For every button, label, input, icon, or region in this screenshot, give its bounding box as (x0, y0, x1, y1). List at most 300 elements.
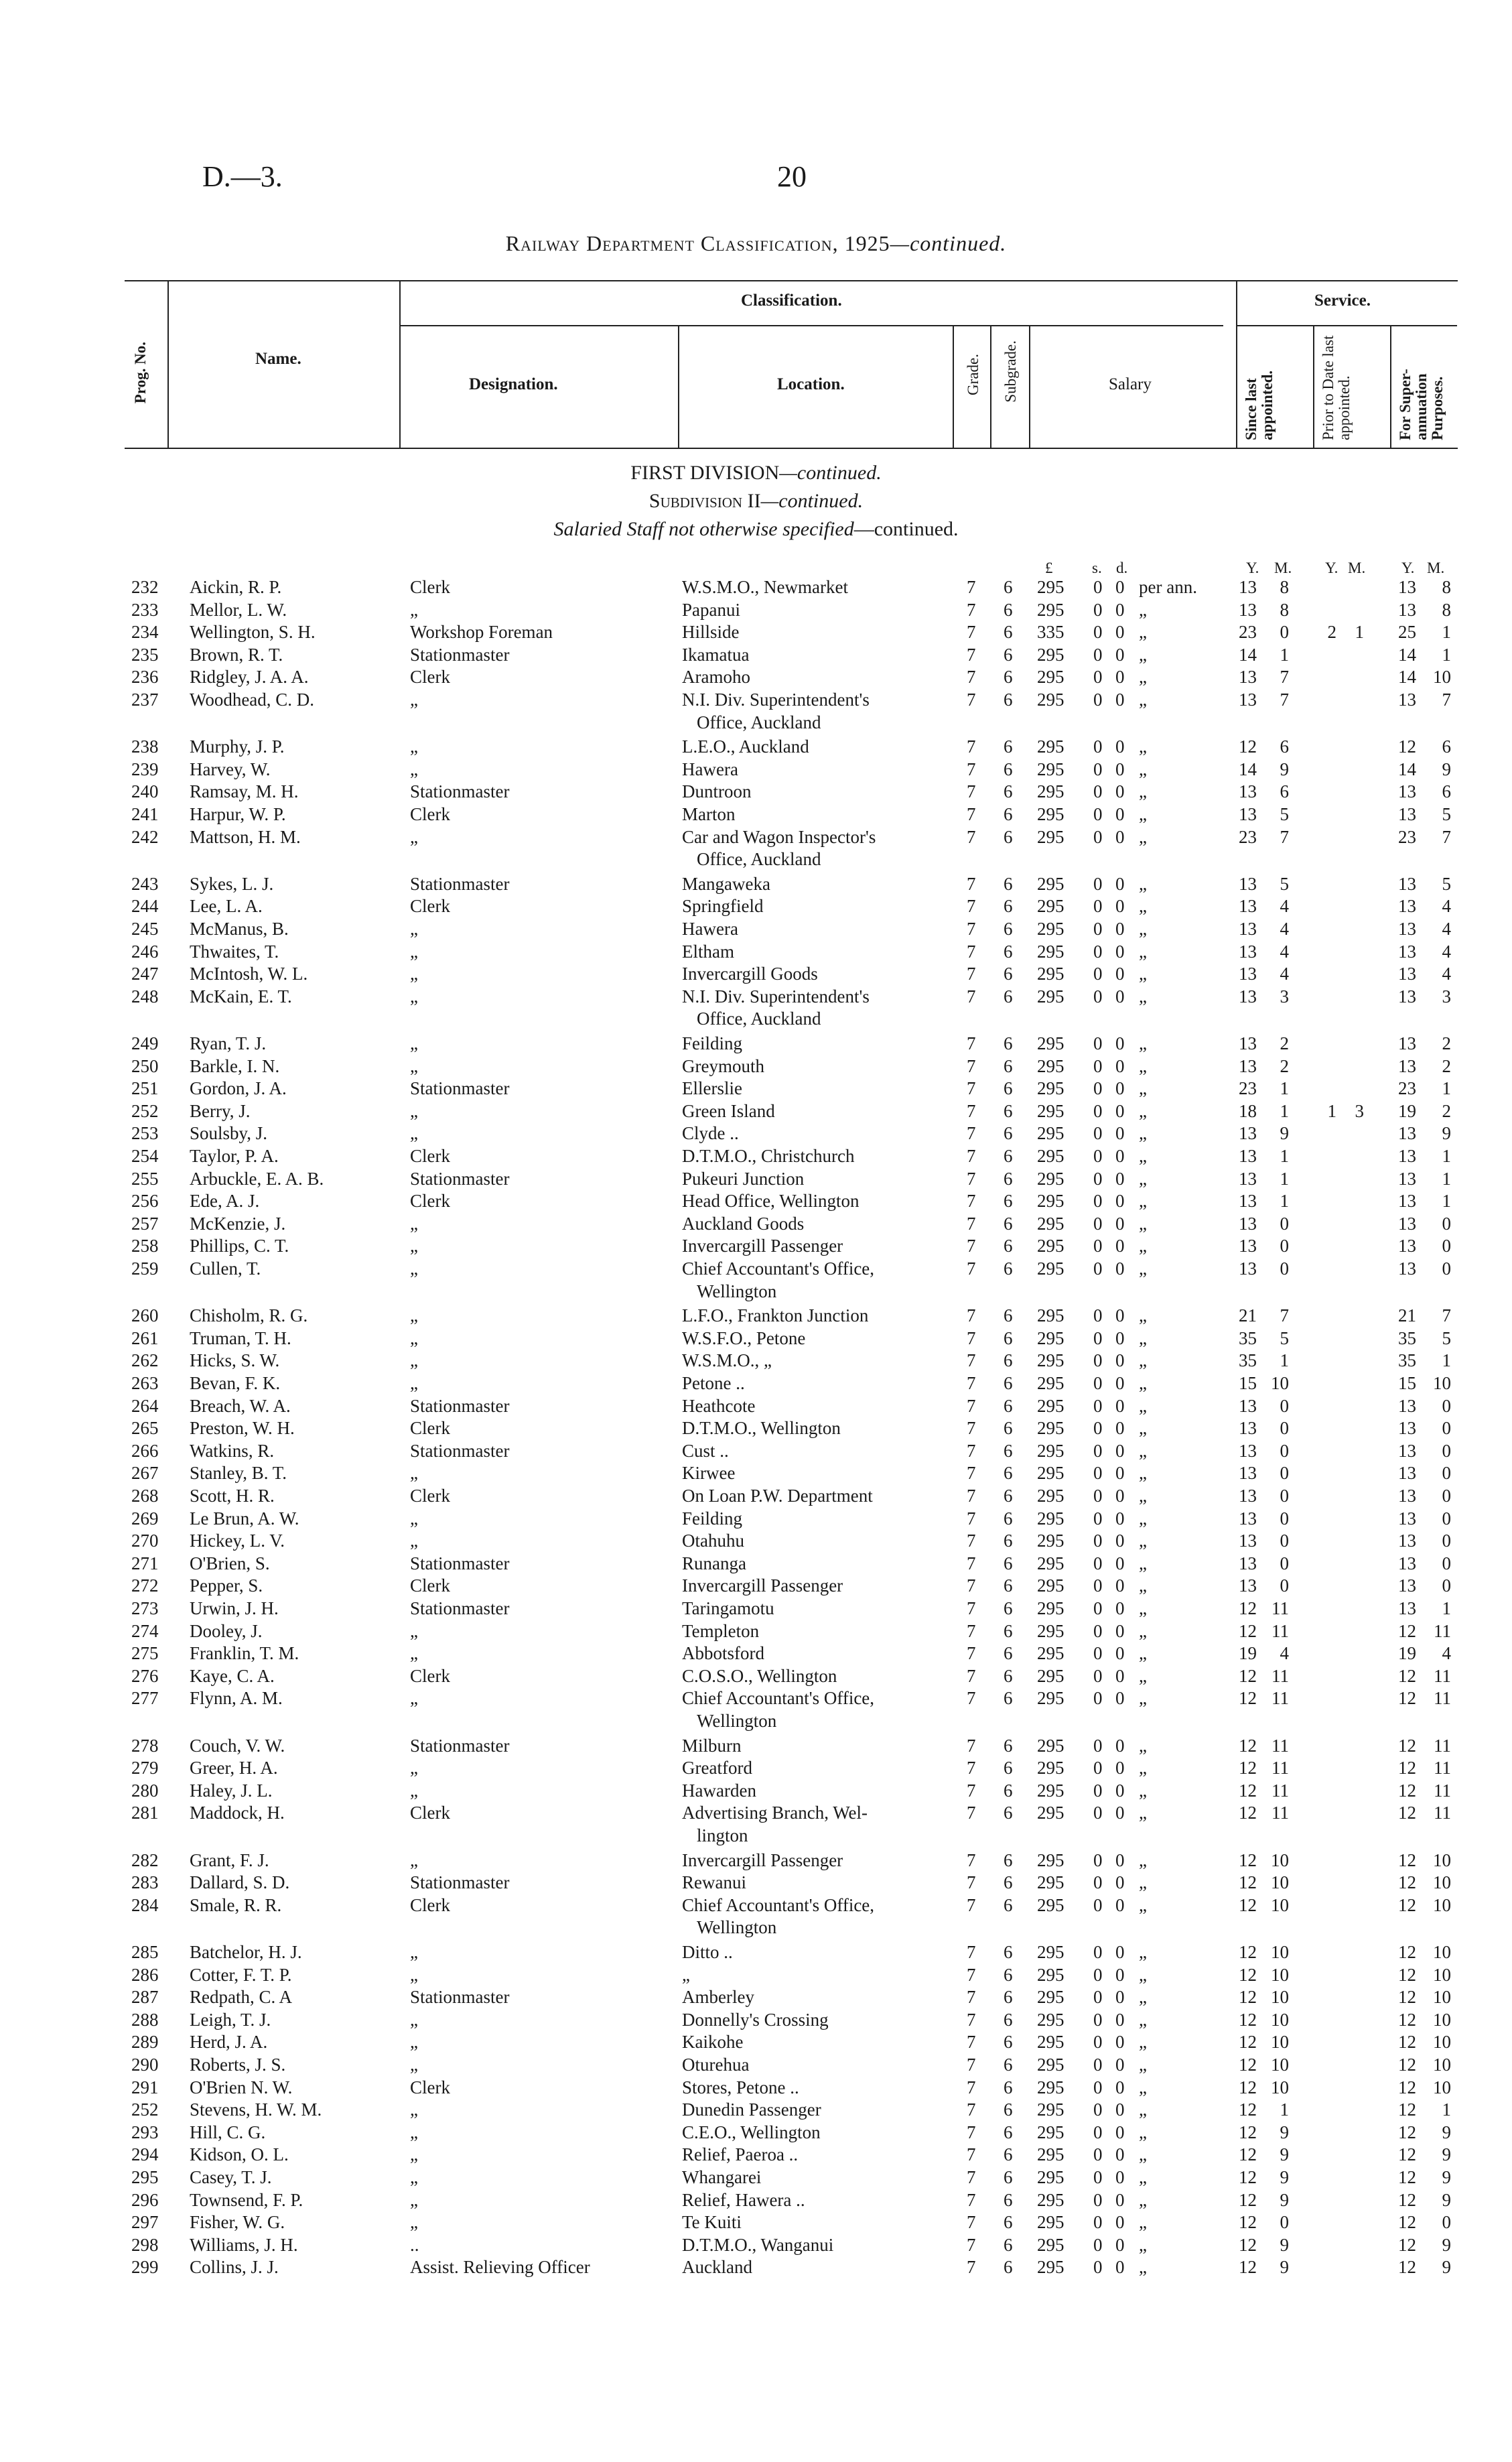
super-months-cell: 8 (1442, 577, 1451, 597)
salary-pounds-cell: 295 (1037, 1665, 1064, 1686)
grade-cell: 7 (967, 1123, 976, 1144)
name-cell: Williams, J. H. (190, 2234, 298, 2255)
title-main: Railway Department Classification, 1925 (505, 231, 890, 255)
name-cell: Collins, J. J. (190, 2257, 279, 2278)
grade-cell: 7 (967, 2055, 976, 2075)
subgrade-cell: 6 (1004, 1598, 1013, 1618)
prog-no-cell: 272 (131, 1575, 159, 1596)
salary-period-cell: „ (1139, 1123, 1147, 1144)
header-designation: Designation. (469, 375, 558, 393)
salary-shillings-cell: 0 (1093, 1100, 1103, 1121)
name-cell: Leigh, T. J. (190, 2009, 271, 2030)
salary-shillings-cell: 0 (1093, 873, 1103, 894)
location-cell: Car and Wagon Inspector's (682, 826, 876, 847)
classification-rule (399, 325, 1223, 326)
designation-cell: Clerk (410, 1146, 450, 1166)
grade-cell: 7 (967, 1780, 976, 1801)
salary-shillings-cell: 0 (1093, 759, 1103, 779)
since-months-cell: 10 (1271, 1987, 1289, 2008)
since-years-cell: 23 (1239, 826, 1257, 847)
designation-cell: .. (410, 2234, 419, 2255)
salary-period-cell: „ (1139, 2144, 1147, 2165)
location-cell: D.T.M.O., Wellington (682, 1418, 841, 1439)
designation-cell: Clerk (410, 1191, 450, 1212)
salary-shillings-cell: 0 (1093, 919, 1103, 939)
col-rule (1029, 325, 1030, 448)
designation-cell: „ (410, 599, 418, 620)
subgrade-cell: 6 (1004, 1942, 1013, 1962)
location-cell: Whangarei (682, 2167, 762, 2187)
page-number: 20 (777, 160, 807, 193)
designation-cell: „ (410, 1258, 418, 1279)
super-years-cell: 12 (1398, 736, 1416, 757)
super-years-cell: 12 (1398, 2077, 1416, 2097)
designation-cell: Clerk (410, 896, 450, 917)
designation-cell: „ (410, 690, 418, 710)
since-months-cell: 5 (1280, 873, 1289, 894)
salary-pounds-cell: 295 (1037, 599, 1064, 620)
super-months-cell: 0 (1442, 1531, 1451, 1551)
salary-shillings-cell: 0 (1093, 986, 1103, 1007)
location-cell: Feilding (682, 1508, 743, 1529)
subgrade-cell: 6 (1004, 690, 1013, 710)
since-years-cell: 13 (1239, 1486, 1257, 1506)
prog-no-cell: 250 (131, 1055, 159, 1076)
prog-no-cell: 284 (131, 1894, 159, 1915)
subgrade-cell: 6 (1004, 759, 1013, 779)
location-cell: W.S.F.O., Petone (682, 1327, 806, 1348)
salary-pence-cell: 0 (1115, 1780, 1125, 1801)
salary-shillings-cell: 0 (1093, 896, 1103, 917)
designation-cell: „ (410, 1508, 418, 1529)
grade-cell: 7 (967, 1236, 976, 1256)
salary-period-cell: „ (1139, 1440, 1147, 1461)
subgrade-cell: 6 (1004, 986, 1013, 1007)
name-cell: Stevens, H. W. M. (190, 2099, 322, 2120)
prog-no-cell: 285 (131, 1942, 159, 1962)
super-years-cell: 14 (1398, 759, 1416, 779)
name-cell: Aickin, R. P. (190, 577, 282, 597)
subgrade-cell: 6 (1004, 2167, 1013, 2187)
since-months-cell: 4 (1280, 941, 1289, 962)
super-years-cell: 14 (1398, 644, 1416, 665)
subgrade-cell: 6 (1004, 1373, 1013, 1393)
location-cell: Hillside (682, 622, 740, 643)
prog-no-cell: 289 (131, 2032, 159, 2053)
prog-no-cell: 280 (131, 1780, 159, 1801)
since-years-cell: 12 (1239, 2234, 1257, 2255)
salary-shillings-cell: 0 (1093, 804, 1103, 824)
salary-pounds-cell: 295 (1037, 919, 1064, 939)
salary-period-cell: „ (1139, 1688, 1147, 1709)
salary-shillings-cell: 0 (1093, 1735, 1103, 1756)
subgrade-cell: 6 (1004, 1531, 1013, 1551)
salary-pounds-cell: 295 (1037, 1373, 1064, 1393)
salary-shillings-cell: 0 (1093, 2189, 1103, 2210)
super-months-cell: 11 (1434, 1780, 1451, 1801)
since-years-cell: 13 (1239, 1508, 1257, 1529)
name-cell: Kaye, C. A. (190, 1665, 275, 1686)
division-heading (0, 459, 1512, 487)
since-months-cell: 1 (1280, 1078, 1289, 1099)
super-months-cell: 2 (1442, 1055, 1451, 1076)
salary-shillings-cell: 0 (1093, 1575, 1103, 1596)
super-months-cell: 10 (1433, 1942, 1451, 1962)
location-cell: Runanga (682, 1553, 746, 1573)
salary-pence-cell: 0 (1115, 1305, 1125, 1326)
salary-pence-cell: 0 (1115, 1894, 1125, 1915)
salary-pounds-cell: 295 (1037, 1463, 1064, 1484)
salary-pounds-cell: 295 (1037, 1643, 1064, 1664)
super-years-cell: 13 (1398, 1486, 1416, 1506)
since-months-cell: 4 (1280, 896, 1289, 917)
prog-no-cell: 267 (131, 1463, 159, 1484)
super-months-cell: 1 (1442, 1350, 1451, 1371)
since-years-cell: 12 (1239, 1758, 1257, 1778)
salary-pence-cell: 0 (1115, 1850, 1125, 1870)
super-months-cell: 0 (1442, 1213, 1451, 1234)
location-cell: Eltham (682, 941, 734, 962)
salary-shillings-cell: 0 (1093, 599, 1103, 620)
salary-period-cell: „ (1139, 781, 1147, 802)
subgrade-cell: 6 (1004, 1872, 1013, 1893)
super-months-cell: 0 (1442, 1395, 1451, 1416)
salary-shillings-cell: 0 (1093, 2055, 1103, 2075)
prog-no-cell: 268 (131, 1486, 159, 1506)
salary-pounds-cell: 295 (1037, 2077, 1064, 2097)
salary-pounds-cell: 295 (1037, 644, 1064, 665)
salary-pence-cell: 0 (1115, 986, 1125, 1007)
designation-cell: „ (410, 1531, 418, 1551)
grade-cell: 7 (967, 1258, 976, 1279)
name-cell: Truman, T. H. (190, 1327, 291, 1348)
location-cell: Hawera (682, 759, 738, 779)
grade-cell: 7 (967, 1665, 976, 1686)
salary-period-cell: „ (1139, 2212, 1147, 2233)
salary-period-cell: „ (1139, 1964, 1147, 1985)
since-years-cell: 35 (1239, 1350, 1257, 1371)
since-months-cell: 1 (1280, 2099, 1289, 2120)
prog-no-cell: 258 (131, 1236, 159, 1256)
salary-pounds-cell: 295 (1037, 941, 1064, 962)
salary-period-cell: „ (1139, 2257, 1147, 2278)
super-years-cell: 13 (1398, 804, 1416, 824)
super-years-cell: 35 (1398, 1350, 1416, 1371)
salary-pence-cell: 0 (1115, 2077, 1125, 2097)
since-years-cell: 13 (1239, 1123, 1257, 1144)
location-cell: Otahuhu (682, 1531, 744, 1551)
salary-pounds-cell: 295 (1037, 1987, 1064, 2008)
name-cell: Smale, R. R. (190, 1894, 282, 1915)
super-months-cell: 7 (1442, 826, 1451, 847)
super-months-cell: 1 (1442, 2099, 1451, 2120)
since-years-cell: 12 (1239, 1665, 1257, 1686)
prog-no-cell: 239 (131, 759, 159, 779)
designation-cell: Clerk (410, 804, 450, 824)
salary-period-cell: „ (1139, 1168, 1147, 1189)
location-cell: Pukeuri Junction (682, 1168, 805, 1189)
super-years-cell: 13 (1398, 1033, 1416, 1053)
salary-pence-cell: 0 (1115, 1665, 1125, 1686)
since-months-cell: 1 (1280, 1100, 1289, 1121)
location-cell: C.O.S.O., Wellington (682, 1665, 837, 1686)
prog-no-cell: 278 (131, 1735, 159, 1756)
since-months-cell: 1 (1280, 1191, 1289, 1212)
super-months-cell: 0 (1442, 1553, 1451, 1573)
salary-shillings-cell: 0 (1093, 690, 1103, 710)
since-months-cell: 0 (1280, 1575, 1289, 1596)
salary-pounds-cell: 295 (1037, 1395, 1064, 1416)
grade-cell: 7 (967, 622, 976, 643)
designation-cell: „ (410, 759, 418, 779)
grade-cell: 7 (967, 2077, 976, 2097)
super-years-cell: 13 (1398, 1258, 1416, 1279)
grade-cell: 7 (967, 1350, 976, 1371)
salary-period-cell: „ (1139, 1735, 1147, 1756)
since-years-cell: 12 (1239, 1803, 1257, 1823)
name-cell: Chisholm, R. G. (190, 1305, 308, 1326)
salary-pence-cell: 0 (1115, 1146, 1125, 1166)
since-months-cell: 0 (1280, 1418, 1289, 1439)
super-years-cell: 12 (1398, 1942, 1416, 1962)
salary-pence-cell: 0 (1115, 2167, 1125, 2187)
since-months-cell: 10 (1271, 2055, 1289, 2075)
grade-cell: 7 (967, 1213, 976, 1234)
unit-pound: £ (1045, 560, 1053, 576)
super-years-cell: 12 (1398, 2189, 1416, 2210)
since-years-cell: 13 (1239, 1258, 1257, 1279)
salary-pence-cell: 0 (1115, 1327, 1125, 1348)
salary-period-cell: per ann. (1139, 577, 1197, 597)
salary-shillings-cell: 0 (1093, 1258, 1103, 1279)
subgrade-cell: 6 (1004, 2077, 1013, 2097)
since-years-cell: 12 (1239, 1942, 1257, 1962)
since-years-cell: 12 (1239, 2212, 1257, 2233)
since-years-cell: 12 (1239, 2032, 1257, 2053)
since-years-cell: 13 (1239, 1418, 1257, 1439)
salary-pounds-cell: 295 (1037, 1191, 1064, 1212)
since-years-cell: 12 (1239, 1735, 1257, 1756)
prog-no-cell: 252 (131, 1100, 159, 1121)
designation-cell: „ (410, 1964, 418, 1985)
subgrade-cell: 6 (1004, 2189, 1013, 2210)
subgrade-cell: 6 (1004, 1327, 1013, 1348)
subgrade-cell: 6 (1004, 736, 1013, 757)
subgrade-cell: 6 (1004, 1508, 1013, 1529)
designation-cell: „ (410, 919, 418, 939)
super-years-cell: 13 (1398, 1123, 1416, 1144)
super-years-cell: 13 (1398, 873, 1416, 894)
prog-no-cell: 279 (131, 1758, 159, 1778)
subgrade-cell: 6 (1004, 1620, 1013, 1641)
subgrade-cell: 6 (1004, 1850, 1013, 1870)
designation-cell: „ (410, 1305, 418, 1326)
salary-period-cell: „ (1139, 1191, 1147, 1212)
header-service: Service. (1314, 291, 1371, 310)
name-cell: Franklin, T. M. (190, 1643, 299, 1664)
since-months-cell: 7 (1280, 690, 1289, 710)
subgrade-cell: 6 (1004, 964, 1013, 984)
salary-pence-cell: 0 (1115, 1803, 1125, 1823)
subgrade-cell: 6 (1004, 781, 1013, 802)
since-months-cell: 9 (1280, 1123, 1289, 1144)
prog-no-cell: 241 (131, 804, 159, 824)
salary-shillings-cell: 0 (1093, 1850, 1103, 1870)
since-years-cell: 12 (1239, 2189, 1257, 2210)
designation-cell: „ (410, 2189, 418, 2210)
salary-period-cell: „ (1139, 1327, 1147, 1348)
super-months-cell: 6 (1442, 781, 1451, 802)
salary-pence-cell: 0 (1115, 1575, 1125, 1596)
salary-pence-cell: 0 (1115, 1758, 1125, 1778)
since-years-cell: 12 (1239, 2055, 1257, 2075)
salary-pence-cell: 0 (1115, 1463, 1125, 1484)
location-cell-continued: Office, Auckland (697, 712, 821, 732)
subgrade-cell: 6 (1004, 667, 1013, 688)
prog-no-cell: 275 (131, 1643, 159, 1664)
salary-pence-cell: 0 (1115, 2189, 1125, 2210)
location-cell: Greatford (682, 1758, 752, 1778)
grade-cell: 7 (967, 1964, 976, 1985)
since-years-cell: 13 (1239, 804, 1257, 824)
col-rule (678, 325, 679, 448)
since-years-cell: 13 (1239, 1146, 1257, 1166)
designation-cell: „ (410, 1350, 418, 1371)
subgrade-cell: 6 (1004, 1553, 1013, 1573)
subgrade-cell: 6 (1004, 1987, 1013, 2008)
super-months-cell: 0 (1442, 1486, 1451, 1506)
salary-pounds-cell: 295 (1037, 2189, 1064, 2210)
grade-cell: 7 (967, 1688, 976, 1709)
grade-cell: 7 (967, 736, 976, 757)
unit-years-since: Y. (1246, 560, 1259, 576)
super-months-cell: 10 (1433, 2077, 1451, 2097)
super-years-cell: 13 (1398, 986, 1416, 1007)
salary-pounds-cell: 295 (1037, 1531, 1064, 1551)
super-years-cell: 12 (1398, 2055, 1416, 2075)
since-months-cell: 10 (1271, 1942, 1289, 1962)
super-years-cell: 12 (1398, 2212, 1416, 2233)
designation-cell: Stationmaster (410, 1872, 510, 1893)
prog-no-cell: 286 (131, 1964, 159, 1985)
subgrade-cell: 6 (1004, 1236, 1013, 1256)
location-cell: Ditto .. (682, 1942, 733, 1962)
super-years-cell: 14 (1398, 667, 1416, 688)
name-cell: Herd, J. A. (190, 2032, 268, 2053)
since-months-cell: 4 (1280, 1643, 1289, 1664)
unit-months-prior: M. (1348, 560, 1366, 576)
super-months-cell: 2 (1442, 1033, 1451, 1053)
salary-period-cell: „ (1139, 1146, 1147, 1166)
salary-period-cell: „ (1139, 1803, 1147, 1823)
name-cell: Preston, W. H. (190, 1418, 295, 1439)
since-months-cell: 10 (1271, 1373, 1289, 1393)
location-cell: Greymouth (682, 1055, 764, 1076)
designation-cell: „ (410, 1620, 418, 1641)
salary-period-cell: „ (1139, 2167, 1147, 2187)
prog-no-cell: 242 (131, 826, 159, 847)
super-years-cell: 13 (1398, 1395, 1416, 1416)
super-years-cell: 12 (1398, 1735, 1416, 1756)
designation-cell: Stationmaster (410, 644, 510, 665)
name-cell: Barkle, I. N. (190, 1055, 280, 1076)
name-cell: Pepper, S. (190, 1575, 263, 1596)
super-months-cell: 11 (1434, 1758, 1451, 1778)
location-cell: Auckland Goods (682, 1213, 805, 1234)
salary-shillings-cell: 0 (1093, 2144, 1103, 2165)
name-cell: Ridgley, J. A. A. (190, 667, 309, 688)
super-years-cell: 12 (1398, 2144, 1416, 2165)
super-years-cell: 12 (1398, 1780, 1416, 1801)
designation-cell: „ (410, 1327, 418, 1348)
subgrade-cell: 6 (1004, 1463, 1013, 1484)
location-cell: Stores, Petone .. (682, 2077, 799, 2097)
super-years-cell: 12 (1398, 2032, 1416, 2053)
salary-shillings-cell: 0 (1093, 1553, 1103, 1573)
grade-cell: 7 (967, 1191, 976, 1212)
prog-no-cell: 299 (131, 2257, 159, 2278)
name-cell: McIntosh, W. L. (190, 964, 308, 984)
salary-pence-cell: 0 (1115, 1213, 1125, 1234)
name-cell: Murphy, J. P. (190, 736, 285, 757)
grade-cell: 7 (967, 1418, 976, 1439)
name-cell: Batchelor, H. J. (190, 1942, 302, 1962)
header-grade: Grade. (965, 354, 981, 395)
salary-period-cell: „ (1139, 1575, 1147, 1596)
since-months-cell: 9 (1280, 2257, 1289, 2278)
super-years-cell: 12 (1398, 1850, 1416, 1870)
salary-pounds-cell: 295 (1037, 667, 1064, 688)
grade-cell: 7 (967, 1803, 976, 1823)
division-title: FIRST DIVISION (630, 462, 780, 484)
salary-pence-cell: 0 (1115, 1373, 1125, 1393)
designation-cell: Stationmaster (410, 1598, 510, 1618)
salary-pounds-cell: 295 (1037, 804, 1064, 824)
super-years-cell: 13 (1398, 599, 1416, 620)
prog-no-cell: 248 (131, 986, 159, 1007)
salary-period-cell: „ (1139, 896, 1147, 917)
grade-cell: 7 (967, 1987, 976, 2008)
super-years-cell: 12 (1398, 2257, 1416, 2278)
unit-shilling: s. (1092, 560, 1102, 576)
grade-cell: 7 (967, 577, 976, 597)
super-years-cell: 12 (1398, 1758, 1416, 1778)
salary-shillings-cell: 0 (1093, 1688, 1103, 1709)
salary-pounds-cell: 295 (1037, 1213, 1064, 1234)
name-cell: Ryan, T. J. (190, 1033, 267, 1053)
name-cell: Stanley, B. T. (190, 1463, 287, 1484)
unit-pence: d. (1116, 560, 1128, 576)
location-cell: Chief Accountant's Office, (682, 1258, 875, 1279)
grade-cell: 7 (967, 2144, 976, 2165)
subgrade-cell: 6 (1004, 873, 1013, 894)
salary-period-cell: „ (1139, 1942, 1147, 1962)
salary-pounds-cell: 295 (1037, 577, 1064, 597)
location-cell: Clyde .. (682, 1123, 739, 1144)
salary-shillings-cell: 0 (1093, 1168, 1103, 1189)
designation-cell: „ (410, 1942, 418, 1962)
salary-period-cell: „ (1139, 667, 1147, 688)
grade-cell: 7 (967, 1872, 976, 1893)
salary-pence-cell: 0 (1115, 1191, 1125, 1212)
subgrade-cell: 6 (1004, 2257, 1013, 2278)
designation-cell: „ (410, 964, 418, 984)
salary-shillings-cell: 0 (1093, 2032, 1103, 2053)
name-cell: Woodhead, C. D. (190, 690, 315, 710)
since-months-cell: 2 (1280, 1033, 1289, 1053)
salary-shillings-cell: 0 (1093, 1894, 1103, 1915)
salary-period-cell: „ (1139, 1850, 1147, 1870)
